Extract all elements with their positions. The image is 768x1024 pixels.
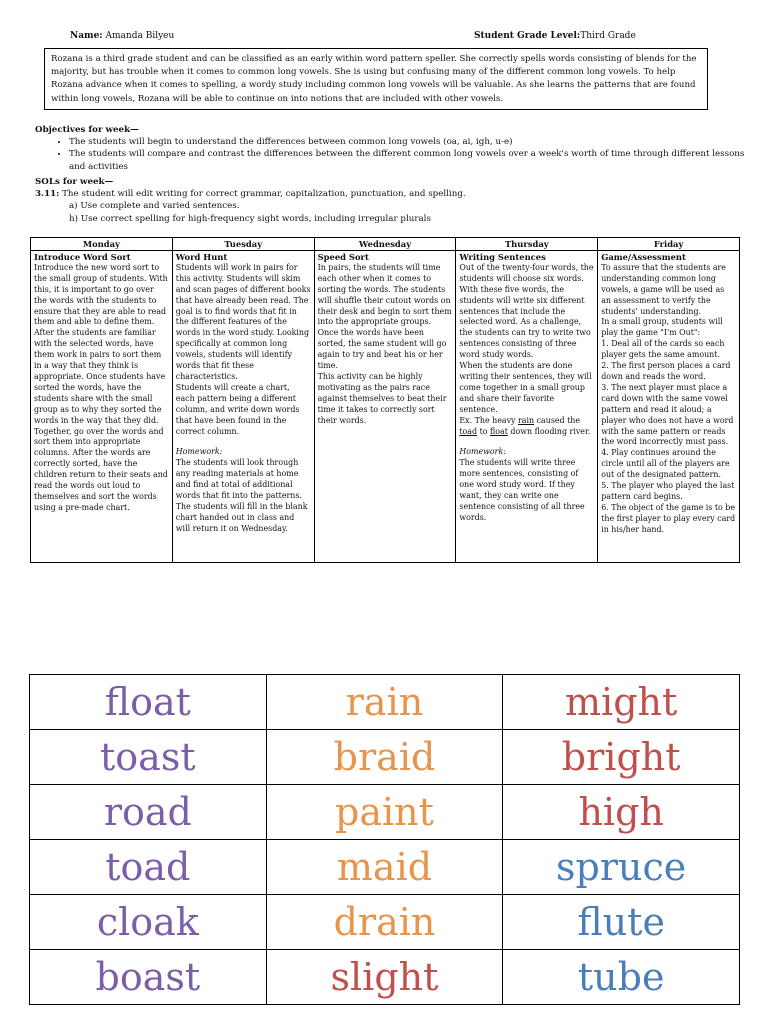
word-card-row [30, 895, 740, 950]
game-step: 3. The next player must place a card down with the same vowel pattern and read it aloud; a player who does not have a word with the same pattern or reads the word incorrectly must pass. [601, 382, 734, 447]
objectives-section [35, 124, 745, 173]
student-summary-box: Rozana is a third grade student and can be classified as an early within word pattern speller. She correctly spells words consisting of blends for the majority, but has trouble when it comes to common long vowels. She is using but confusing many of the different common long vowels. To help Rozana advance when it comes to spelling, a wordy study including common long vowels will be valuable. As she learns the patterns that are found within long vowels, Rozana will be able to continue on into notions that are included with other vowels. [44, 48, 708, 110]
word-card-flute: flute [503, 895, 740, 950]
name-value: Amanda Bilyeu [105, 31, 175, 41]
friday-cell [598, 251, 740, 563]
word-card-row [30, 840, 740, 895]
friday-title: Game/Assessment [601, 252, 686, 262]
grade-label: Student Grade Level: [474, 31, 581, 41]
day-header-wednesday: Wednesday [314, 238, 456, 251]
word-card-road: road [30, 785, 267, 840]
tuesday-cell [172, 251, 314, 563]
word-card-row [30, 950, 740, 1005]
day-header-friday: Friday [598, 238, 740, 251]
thursday-title: Writing Sentences [459, 252, 546, 262]
game-step: 1. Deal all of the cards so each player gets the same amount. [601, 339, 725, 360]
example-word-toad: toad [459, 426, 478, 436]
game-step: 2. The first person places a card down and reads the word. [601, 361, 731, 381]
word-card-braid: braid [266, 730, 503, 785]
friday-body: To assure that the students are understanding common long vowels, a game will be used as an assessment to verify the students' understanding. [601, 262, 726, 316]
objective-item: • The students will compare and contrast the differences between the different common long vowels over a week's worth of time through different lessons and activities [69, 148, 745, 172]
thursday-body-2: When the students are done writing their sentences, they will come together in a small group and share their favorite sentence. [459, 361, 592, 414]
word-card-toad: toad [30, 840, 267, 895]
grade-value: Third Grade [580, 31, 636, 41]
monday-body: Introduce the new word sort to the small group of students. With this, it is important to go over the words with the students to ensure that they are able to read them and able to define them. After the students are familiar with the selected words, have them work in pairs to sort them in a way that they think is appropriate. Once students have sorted the words, have the students share with the small group as to why they sorted the words in the way that they did. Together, go over the words and sort them into appropriate columns. After the words are correctly sorted, have the children return to their seats and read the words out loud to themselves and sort the words using a pre-made chart. [34, 262, 168, 512]
word-card-row [30, 675, 740, 730]
word-cards-table [29, 674, 740, 1005]
day-header-monday: Monday [31, 238, 173, 251]
monday-cell [31, 251, 173, 563]
wednesday-body-3: This activity can be highly motivating as the pairs race against themselves to beat their time it takes to correctly sort their words. [317, 371, 447, 425]
word-card-spruce: spruce [503, 840, 740, 895]
word-card-paint: paint [266, 785, 503, 840]
thursday-homework-label: Homework: [459, 447, 506, 457]
day-header-tuesday: Tuesday [172, 238, 314, 251]
tuesday-title: Word Hunt [175, 252, 228, 262]
word-card-cloak: cloak [30, 895, 267, 950]
example-text: down flooding river. [507, 426, 591, 436]
sol-text: The student will edit writing for correct grammar, capitalization, punctuation, and spelling. [59, 189, 466, 200]
word-card-high: high [503, 785, 740, 840]
objectives-list [35, 136, 745, 173]
word-card-rain: rain [266, 675, 503, 730]
tuesday-body: Students will work in pairs for this activity. Students will skim and scan pages of different books that have already been read. The goal is to find words that fit in the different features of the words in the word study. Looking specifically at common long vowels, students will identify words that fit these characteristics. [175, 262, 311, 381]
thursday-body: Out of the twenty-four words, the students will choose six words. With these five words, the students will write six different sentences that include the selected word. As a challenge, the students can try to write two sentences consisting of three word study words. [459, 262, 594, 360]
weekly-plan-table [30, 237, 740, 563]
sol-sub-a: a) Use complete and varied sentences. [69, 201, 240, 212]
sols-section [35, 176, 745, 225]
word-card-maid: maid [266, 840, 503, 895]
wednesday-body-2: Once the words have been sorted, the same student will go again to try and beat his or her time. [317, 328, 447, 371]
spacer [459, 437, 594, 447]
word-card-float: float [30, 675, 267, 730]
word-card-tube: tube [503, 950, 740, 1005]
word-card-row [30, 730, 740, 785]
word-card-toast: toast [30, 730, 267, 785]
name-label: Name: [70, 31, 103, 41]
plan-header-row [31, 238, 740, 251]
word-card-bright: bright [503, 730, 740, 785]
sol-code: 3.11: [35, 189, 60, 200]
tuesday-body-2: Students will create a chart, each pattern being a different column, and write down words that have been found in the correct column. [175, 382, 300, 436]
example-text: caused the [534, 415, 581, 425]
example-word-rain: rain [518, 415, 535, 425]
student-name-line [70, 31, 174, 41]
sols-heading: SOLs for week— [35, 177, 114, 187]
example-text: Ex. The heavy [459, 415, 519, 425]
plan-body-row [31, 251, 740, 563]
objectives-heading: Objectives for week— [35, 125, 139, 135]
spacer [176, 437, 311, 447]
thursday-example [459, 416, 594, 438]
thursday-cell [456, 251, 598, 563]
thursday-homework: The students will write three more sentences, consisting of one word study word. If they want, they can write one sentence consisting of all three words. [459, 458, 585, 522]
game-step: 5. The player who played the last pattern card begins. [601, 481, 735, 501]
day-header-thursday: Thursday [456, 238, 598, 251]
tuesday-homework-label: Homework: [175, 447, 223, 457]
word-card-boast: boast [30, 950, 267, 1005]
game-step: 6. The object of the game is to be the first player to play every card in his/her hand. [601, 502, 736, 534]
game-step: 4. Play continues around the circle until all of the players are out of the designated pattern. [601, 448, 730, 480]
word-card-slight: slight [266, 950, 503, 1005]
objective-item: • The students will begin to understand the differences between common long vowels (oa, ai, igh, u-e) [69, 136, 745, 148]
monday-title: Introduce Word Sort [34, 252, 131, 262]
example-word-float: float [490, 426, 508, 436]
sol-standard [35, 188, 745, 200]
wednesday-body: In pairs, the students will time each other when it comes to sorting the words. The students will shuffle their cutout words on their desk and begin to sort them into the appropriate groups. [317, 262, 452, 327]
grade-level-line [474, 31, 636, 41]
word-card-might: might [503, 675, 740, 730]
word-cards-body [30, 675, 740, 1005]
wednesday-title: Speed Sort [317, 252, 369, 262]
wednesday-cell [314, 251, 456, 563]
sol-sub-h: h) Use correct spelling for high-frequency sight words, including irregular plurals [69, 213, 431, 224]
tuesday-homework: The students will look through any reading materials at home and find at total of additional words that fit into the patterns. The students will fill in the blank chart handed out in class and will return it on Wednesday. [175, 458, 308, 533]
word-card-drain: drain [266, 895, 503, 950]
friday-body-2: In a small group, students will play the game "I'm Out": [601, 317, 723, 338]
example-text: to [477, 426, 491, 436]
word-card-row [30, 785, 740, 840]
